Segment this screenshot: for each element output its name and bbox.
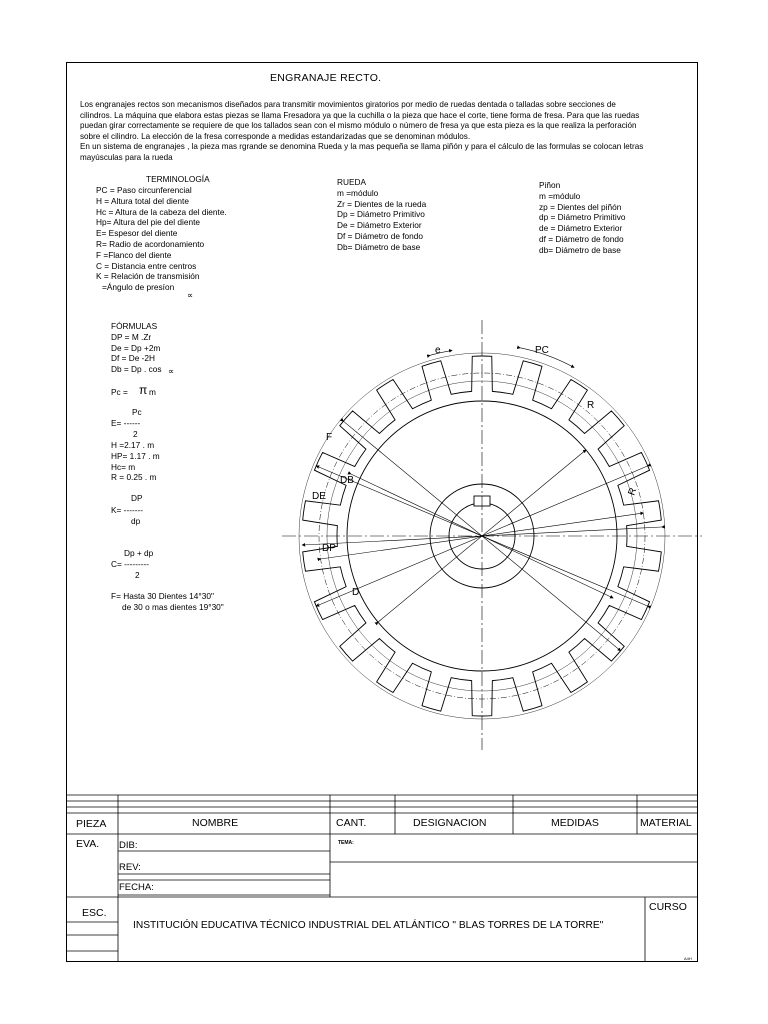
term-item: Hp= Altura del pie del diente — [96, 217, 201, 228]
pinon-heading: Piñon — [539, 180, 561, 190]
terminologia-heading: TERMINOLOGÍA — [146, 174, 210, 184]
formula-f1: F= Hasta 30 Dientes 14°30" — [111, 591, 214, 601]
label-r2: R — [626, 486, 640, 498]
pinon-item: df = Diámetro de fondo — [539, 233, 624, 244]
institution-name: INSTITUCIÓN EDUCATIVA TÉCNICO INDUSTRIAL DEL ATLÁNTICO " BLAS TORRES DE LA TORRE" — [133, 920, 604, 931]
formula-e-den: 2 — [133, 429, 138, 439]
formula-c: C= --------- — [111, 559, 150, 569]
term-item: Hc = Altura de la cabeza del diente. — [96, 206, 227, 217]
formula-line: H =2.17 . m — [111, 440, 155, 450]
term-item: F =Flanco del diente — [96, 249, 172, 260]
pinon-item: dp = Diámetro Primitivo — [539, 212, 626, 223]
pieza-label: PIEZA — [76, 818, 107, 830]
label-dp: DP — [322, 543, 336, 554]
cant-label: CANT. — [336, 817, 367, 829]
formula-line: Df = De -2H — [111, 353, 156, 364]
term-item: =Ángulo de presíon — [102, 282, 175, 293]
pinon-item: zp = Dientes del piñón — [539, 201, 622, 212]
formula-m: m — [149, 387, 156, 397]
rueda-item: De = Diámetro Exterior — [337, 220, 422, 231]
label-pc: PC — [535, 345, 549, 356]
pi-symbol: π — [139, 383, 148, 397]
dib-label: DIB: — [119, 840, 138, 851]
intro-line: sobre el cilindro. La elección de la fresa corresponde a medidas estandarizadas que se denominan módulos. — [80, 131, 471, 141]
alpha-symbol: ∝ — [187, 290, 193, 300]
alpha-symbol: ∝ — [168, 366, 174, 376]
formula-line: DP = M .Zr — [111, 331, 152, 342]
intro-line: Los engranajes rectos son mecanismos diseñados para transmitir movimientos giratorios por medio de ruedas dentada o talladas sobre secciones de — [80, 100, 616, 109]
term-item: R= Radio de acordonamiento — [96, 238, 205, 249]
material-label: MATERIAL — [640, 817, 692, 829]
intro-line: cilindros. La máquina que elabora estas piezas se llama Fresadora ya que la cuchilla o la pieza que hace el corte, tiene forma de fresa. Para que las ruedas — [80, 110, 640, 120]
rueda-item: Df = Diámetro de fondo — [337, 230, 424, 241]
rueda-item: m =módulo — [337, 187, 379, 198]
label-d: D — [352, 587, 360, 598]
pinon-item: db= Diámetro de base — [539, 244, 621, 255]
formulas-heading: FÓRMULAS — [111, 321, 158, 331]
formula-line: Hc= m — [111, 461, 136, 472]
pinon-item: m =módulo — [539, 190, 581, 201]
formula-e-num: Pc — [132, 407, 142, 417]
designacion-label: DESIGNACION — [413, 817, 487, 829]
formula-k-den: dp — [131, 516, 141, 526]
rueda-item: Db= Diámetro de base — [337, 241, 421, 252]
formula-f2: de 30 o mas dientes 19°30" — [122, 602, 224, 612]
label-f: F — [326, 432, 333, 443]
sheet-code: A4H — [684, 956, 692, 961]
label-r: R — [587, 400, 595, 411]
formula-k: K= ------- — [111, 505, 144, 515]
formula-c-num: Dp + dp — [124, 548, 154, 558]
rev-label: REV: — [119, 862, 141, 873]
term-item: PC = Paso circunferencial — [96, 185, 192, 195]
rueda-item: Dp = Diámetro Primitivo — [337, 209, 425, 220]
term-item: H = Altura total del diente — [96, 195, 189, 206]
label-db: DB — [340, 475, 354, 486]
page-title: ENGRANAJE RECTO. — [270, 72, 382, 84]
eva-label: EVA. — [76, 838, 100, 850]
formula-line: De = Dp +2m — [111, 342, 161, 353]
term-item: K = Relación de transmisión — [96, 271, 200, 282]
formula-e: E= ------ — [111, 418, 141, 428]
formula-k-num: DP — [131, 493, 143, 503]
term-item: C = Distancia entre centros — [96, 260, 197, 271]
formula-c-den: 2 — [135, 570, 140, 580]
label-de: DE — [312, 491, 326, 502]
formula-line: R = 0.25 . m — [111, 472, 157, 483]
rueda-item: Zr = Dientes de la rueda — [337, 198, 427, 209]
formula-pc: Pc = — [111, 387, 128, 397]
nombre-label: NOMBRE — [192, 817, 239, 829]
intro-line: mayúsculas para la rueda — [80, 152, 173, 162]
formula-line: HP= 1.17 . m — [111, 450, 160, 461]
medidas-label: MEDIDAS — [551, 817, 599, 829]
tema-label: TEMA: — [338, 840, 354, 846]
esc-label: ESC. — [82, 907, 107, 919]
curso-label: CURSO — [649, 901, 687, 913]
intro-line: puedan girar correctamente se requiere de que los tallados sean con el mismo módulo o número de fresa ya que esta pieza es la que realiza la perforación — [80, 121, 637, 131]
pinon-item: de = Diámetro Exterior — [539, 223, 623, 234]
formula-line: Db = Dp . cos — [111, 364, 162, 375]
rueda-heading: RUEDA — [337, 177, 367, 187]
term-item: E= Espesor del diente — [96, 228, 178, 239]
label-e: e — [435, 345, 441, 356]
fecha-label: FECHA: — [119, 882, 154, 893]
intro-line: En un sistema de engranajes , la pieza mas rgrande se denomina Rueda y la mas pequeña se llama piñón y para el cálculo de las formulas se colocan letras — [80, 142, 644, 152]
